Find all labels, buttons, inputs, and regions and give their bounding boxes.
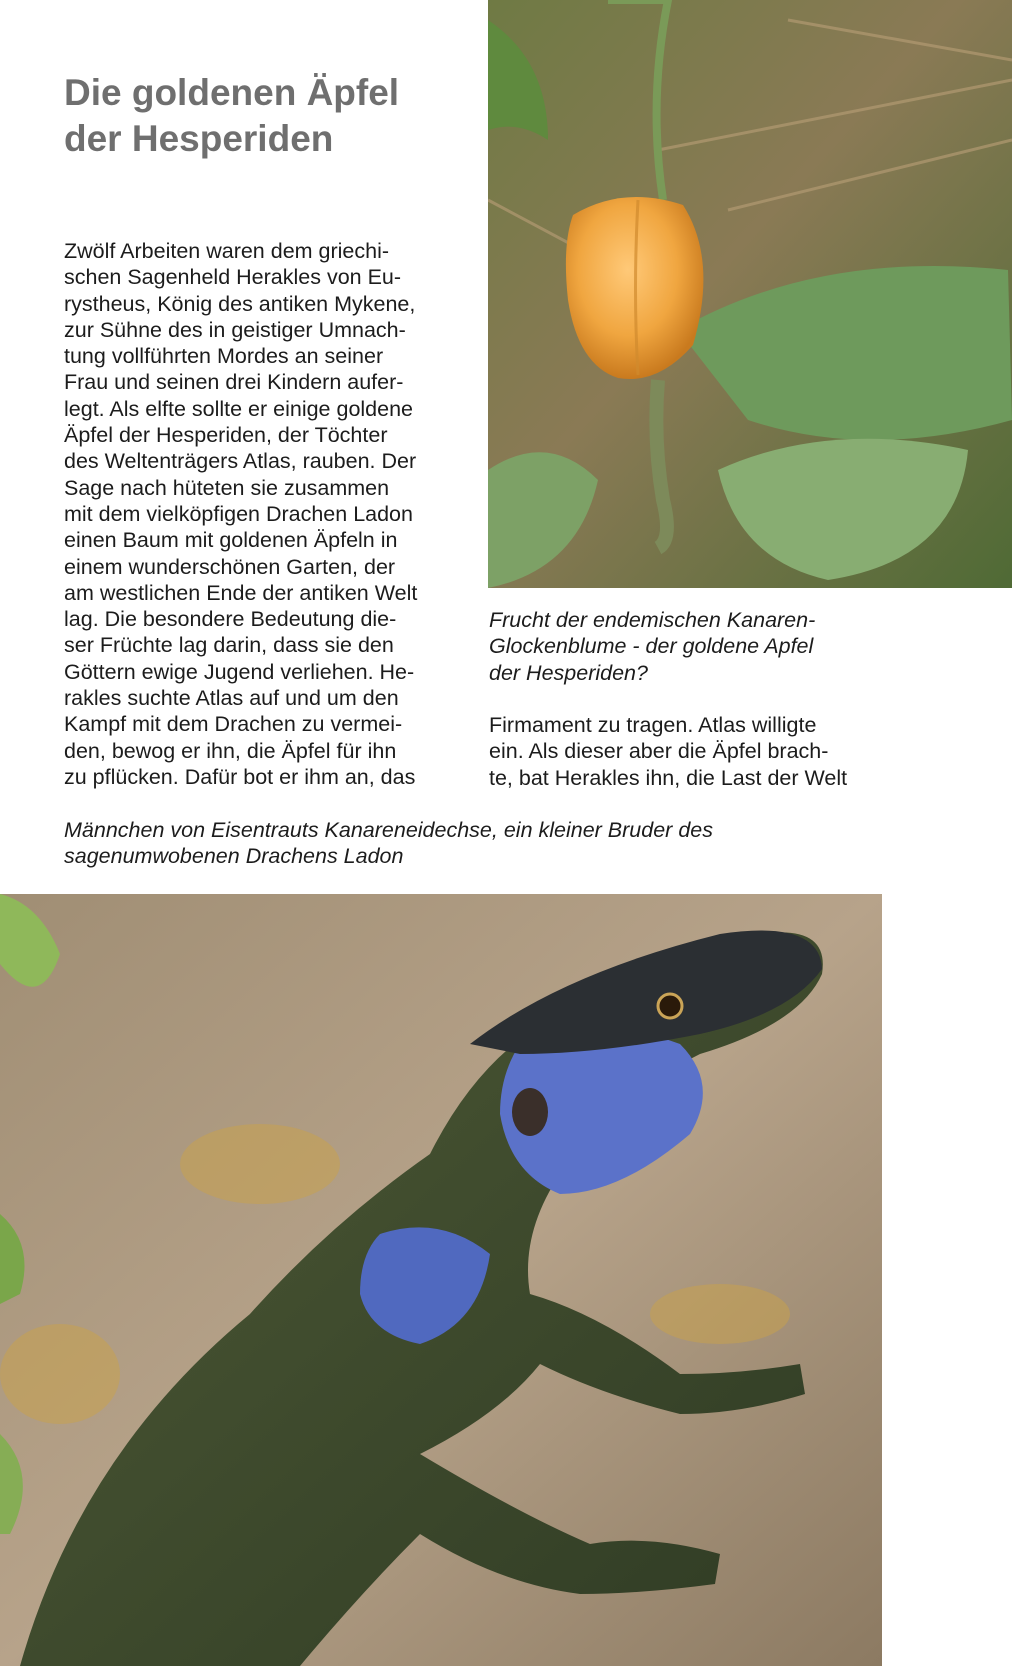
- title-line: Die goldenen Äpfel: [64, 72, 400, 113]
- caption-line: Frucht der endemischen Kanaren-: [489, 608, 816, 632]
- body-line: Göttern ewige Jugend verliehen. He-: [64, 659, 415, 684]
- body-line: Sage nach hüteten sie zusammen: [64, 475, 390, 500]
- caption-line: Glockenblume - der goldene Apfel: [489, 634, 814, 659]
- body-line: den, bewog er ihn, die Äpfel für ihn: [64, 738, 397, 763]
- body-line: Äpfel der Hesperiden, der Töchter: [64, 423, 388, 448]
- flower-caption: [489, 607, 889, 686]
- body-line: am westlichen Ende der antiken Welt: [64, 580, 418, 605]
- body-line: einen Baum mit goldenen Äpfeln in: [64, 528, 398, 553]
- caption-line: der Hesperiden?: [489, 660, 648, 685]
- title-line: der Hesperiden: [64, 118, 334, 159]
- body-line: Firmament zu tragen. Atlas willigte: [489, 713, 817, 737]
- body-line: Kampf mit dem Drachen zu vermei-: [64, 712, 403, 737]
- body-line: Zwölf Arbeiten waren dem griechi-: [64, 239, 390, 263]
- body-line: rystheus, König des antiken Mykene,: [64, 291, 416, 316]
- body-line: schen Sagenheld Herakles von Eu-: [64, 265, 402, 290]
- caption-line: sagenumwobenen Drachens Ladon: [64, 844, 404, 869]
- body-line: zur Sühne des in geistiger Umnach-: [64, 317, 406, 342]
- body-line: te, bat Herakles ihn, die Last der Welt: [489, 765, 848, 790]
- body-line: legt. Als elfte sollte er einige goldene: [64, 396, 414, 421]
- body-line: rakles suchte Atlas auf und um den: [64, 686, 399, 711]
- lizard-photo: [0, 894, 882, 1666]
- body-line: zu pflücken. Dafür bot er ihm an, das: [64, 764, 416, 789]
- body-line: Frau und seinen drei Kindern aufer-: [64, 370, 404, 395]
- caption-line: Männchen von Eisentrauts Kanareneidechse, ein kleiner Bruder des: [64, 818, 713, 842]
- body-line: einem wunderschönen Garten, der: [64, 554, 396, 579]
- article-title: [64, 70, 464, 162]
- lizard-caption: [64, 817, 824, 870]
- article-body-right: [489, 712, 882, 791]
- body-line: ein. Als dieser aber die Äpfel brach-: [489, 739, 829, 764]
- article-body-left: [64, 238, 457, 790]
- body-line: ser Früchte lag darin, dass sie den: [64, 633, 394, 658]
- body-line: tung vollführten Mordes an seiner: [64, 344, 384, 369]
- body-line: des Weltenträgers Atlas, rauben. Der: [64, 449, 417, 474]
- bellflower-fruit-photo: [488, 0, 1012, 588]
- body-line: mit dem vielköpfigen Drachen Ladon: [64, 501, 413, 526]
- body-line: lag. Die besondere Bedeutung die-: [64, 607, 397, 632]
